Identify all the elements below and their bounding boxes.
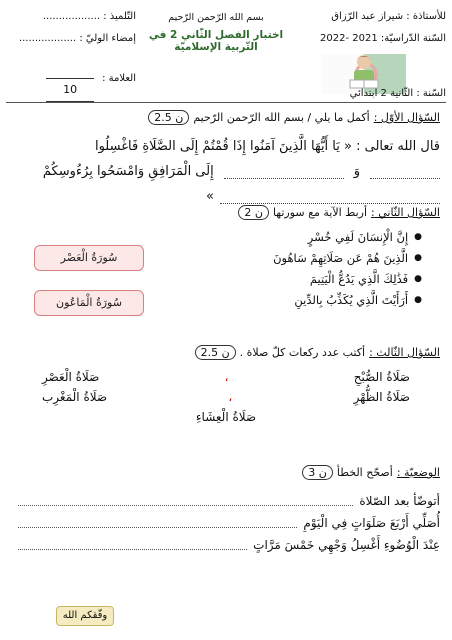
prayer-fajr: صَلَاةُ الصُّبْحِ xyxy=(353,370,410,384)
student-info xyxy=(6,6,136,102)
question-1-instruction: أكمل ما يلي / بسم الله الرّحمن الرّحيم xyxy=(193,111,370,124)
prayer-dhuhr: صَلَاةُ الظُّهْرِ xyxy=(353,390,410,404)
prayer-row xyxy=(42,390,410,404)
ayah-item: ● فَذَٰلِكَ الَّذِي يَدُعُّ الْيَتِيمَ xyxy=(12,272,422,286)
answer-blank-2[interactable] xyxy=(18,516,297,528)
prayer-row xyxy=(42,370,410,384)
comma-mark: ، xyxy=(228,390,233,404)
prayer-row xyxy=(42,410,410,424)
question-4-instruction: أصحّح الخطأ xyxy=(336,466,393,479)
verse-line-3 xyxy=(12,189,440,204)
sura-box-maun[interactable]: سُورَةُ الْمَاعُون xyxy=(34,290,144,316)
question-1-label: السّؤال الأوّل : xyxy=(373,111,440,124)
wrong-sentence-1: أتوضّأ بعد الصّلاة xyxy=(359,494,440,508)
question-1 xyxy=(12,110,440,204)
question-4 xyxy=(12,465,440,560)
question-1-header xyxy=(12,110,440,125)
teacher-name: للأستاذة : شيراز عبد الرّزاق xyxy=(331,11,446,22)
wrong-sentence-row xyxy=(12,494,440,508)
exam-title: اختبار الفصل الثّاني 2 في التّربية الإسلاميّة xyxy=(148,29,284,53)
comma-mark: ، xyxy=(224,370,229,384)
wrong-sentence-3: عِنْدَ الْوُضُوءِ أَغْسِلُ وَجْهِي خَمْسَ مَرَّاتٍ xyxy=(253,538,440,552)
ayah-item: ● أَرَأَيْتَ الَّذِي يُكَذِّبُ بِالدِّينِ xyxy=(12,293,422,307)
prayer-isha: صَلَاةُ الْعِشَاءِ xyxy=(195,410,257,424)
question-4-label: الوضعيّة : xyxy=(396,466,440,479)
mark-box xyxy=(6,56,136,102)
question-4-points: 3 ن xyxy=(302,465,333,480)
question-2-label: السّؤال الثّاني : xyxy=(371,206,440,219)
mark-label: العلامة : xyxy=(102,73,136,84)
exam-title-block xyxy=(136,6,296,53)
verse-line-2 xyxy=(12,164,440,179)
prayer-maghrib: صَلَاةُ الْمَغْرِب xyxy=(42,390,108,404)
question-2-points: 2 ن xyxy=(238,205,269,220)
wrong-sentence-row xyxy=(12,538,440,552)
answer-blank-3[interactable] xyxy=(18,538,247,550)
prayers-grid xyxy=(42,370,410,424)
question-3-points: 2.5 ن xyxy=(195,345,236,360)
student-name-field[interactable]: التّلميذ : .................. xyxy=(42,11,136,22)
verse-blank-2[interactable] xyxy=(224,178,344,179)
grade-level: السّنة : الثّانية 2 ابتدائي xyxy=(349,88,446,99)
wrong-sentence-2: أُصَلِّي أَرْبَعَ صَلَوَاتٍ فِي الْيَوْمِ xyxy=(303,516,440,530)
verse-blank-1[interactable] xyxy=(370,178,440,179)
mark-denominator: 10 xyxy=(46,78,94,101)
ayah-item: ● إِنَّ الْإِنسَانَ لَفِي خُسْرٍ xyxy=(12,230,422,244)
answer-blank-1[interactable] xyxy=(18,494,353,506)
header-divider xyxy=(6,102,446,103)
question-2-header xyxy=(12,205,440,220)
teacher-info xyxy=(306,6,446,50)
question-1-points: 2.5 ن xyxy=(148,110,189,125)
school-year: السّنة الدّراسيّة: 2021 -2022 xyxy=(320,33,446,44)
good-luck-badge: وفّقكم الله xyxy=(56,606,114,626)
sura-box-asr[interactable]: سُورَةُ الْعَصْر xyxy=(34,245,144,271)
verse-close-quote: » xyxy=(206,189,214,204)
verse-line-2-end: إِلَى الْمَرَافِقِ وَامْسَحُوا بِرُءُوسِكُمْ xyxy=(42,164,214,179)
mark-fraction xyxy=(46,56,94,102)
prayer-asr: صَلَاةُ الْعَصْرِ xyxy=(42,370,100,384)
question-3-instruction: أكتب عدد ركعات كلّ صلاة . xyxy=(239,346,366,359)
parent-signature-field[interactable]: إمضاء الوليّ : .................. xyxy=(18,33,136,44)
question-3 xyxy=(12,345,440,430)
question-4-header xyxy=(12,465,440,480)
verse-blank-3[interactable] xyxy=(220,203,440,204)
ayah-item: ● الَّذِينَ هُمْ عَن صَلَاتِهِمْ سَاهُونَ xyxy=(12,251,422,265)
verse-line-2-and: وَ xyxy=(353,164,360,179)
basmala-text: بسم الله الرّحمن الرّحيم xyxy=(168,12,264,23)
wrong-sentence-row xyxy=(12,516,440,530)
question-2 xyxy=(12,205,440,314)
page-header xyxy=(6,6,446,102)
verse-line-1: قال الله تعالى : « يَا أَيُّهَا الَّذِينَ آمَنُوا إِذَا قُمْتُمْ إِلَى الصَّلَاةِ فَاغْسِلُوا xyxy=(94,139,440,154)
question-2-instruction: أربط الآية مع سورتها xyxy=(272,206,368,219)
question-3-label: السّؤال الثّالث : xyxy=(369,346,440,359)
question-3-header xyxy=(12,345,440,360)
